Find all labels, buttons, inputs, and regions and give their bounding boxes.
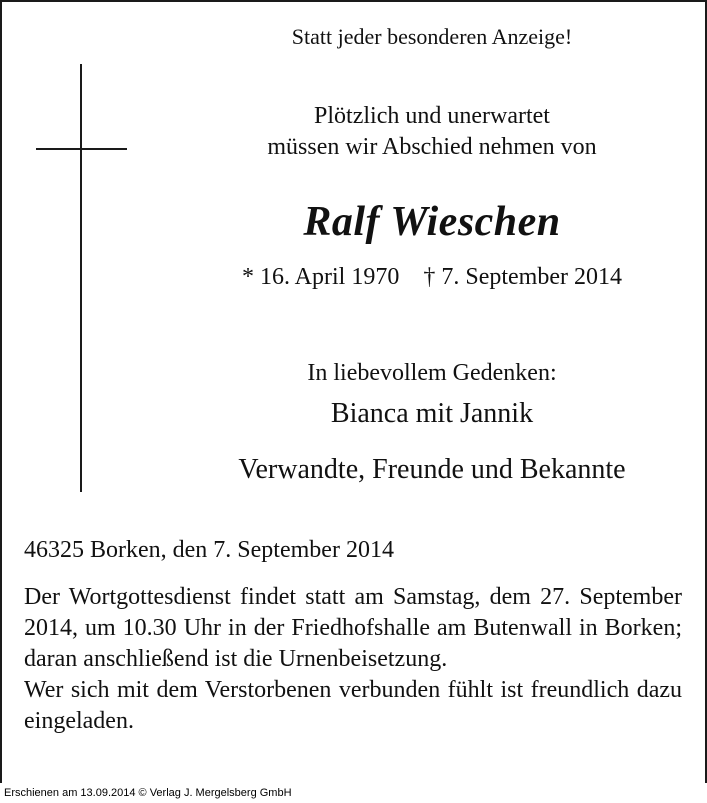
- remembrance-line: In liebevollem Gedenken:: [307, 360, 557, 386]
- notice-heading: Statt jeder besonderen Anzeige!: [291, 24, 573, 49]
- intro-line-2: müssen wir Abschied nehmen von: [267, 134, 597, 160]
- life-dates: [192, 264, 672, 291]
- intro-line-1: Plötzlich und unerwartet: [314, 103, 550, 129]
- service-details: [24, 582, 682, 737]
- mourners-line: Bianca mit Jannik: [330, 398, 534, 429]
- cross-icon-bar: [36, 148, 127, 150]
- deceased-name: Ralf Wieschen: [303, 199, 561, 245]
- publication-footer: Erschienen am 13.09.2014 © Verlag J. Mergelsberg GmbH: [0, 783, 707, 803]
- place-date: 46325 Borken, den 7. September 2014: [24, 537, 394, 563]
- birth-date: * 16. April 1970: [242, 264, 400, 290]
- invitation-text: Wer sich mit dem Verstorbenen verbunden fühlt ist freundlich dazu eingeladen.: [24, 677, 682, 734]
- cross-icon: [80, 64, 82, 492]
- relatives-line: Verwandte, Freunde und Bekannte: [238, 454, 626, 485]
- death-date: † 7. September 2014: [423, 264, 622, 290]
- service-text: Der Wortgottesdienst findet statt am Samstag, dem 27. September 2014, um 10.30 Uhr in der Friedhofshalle am Butenwall in Borken; daran anschließend ist die Urnenbeisetzung.: [24, 584, 682, 672]
